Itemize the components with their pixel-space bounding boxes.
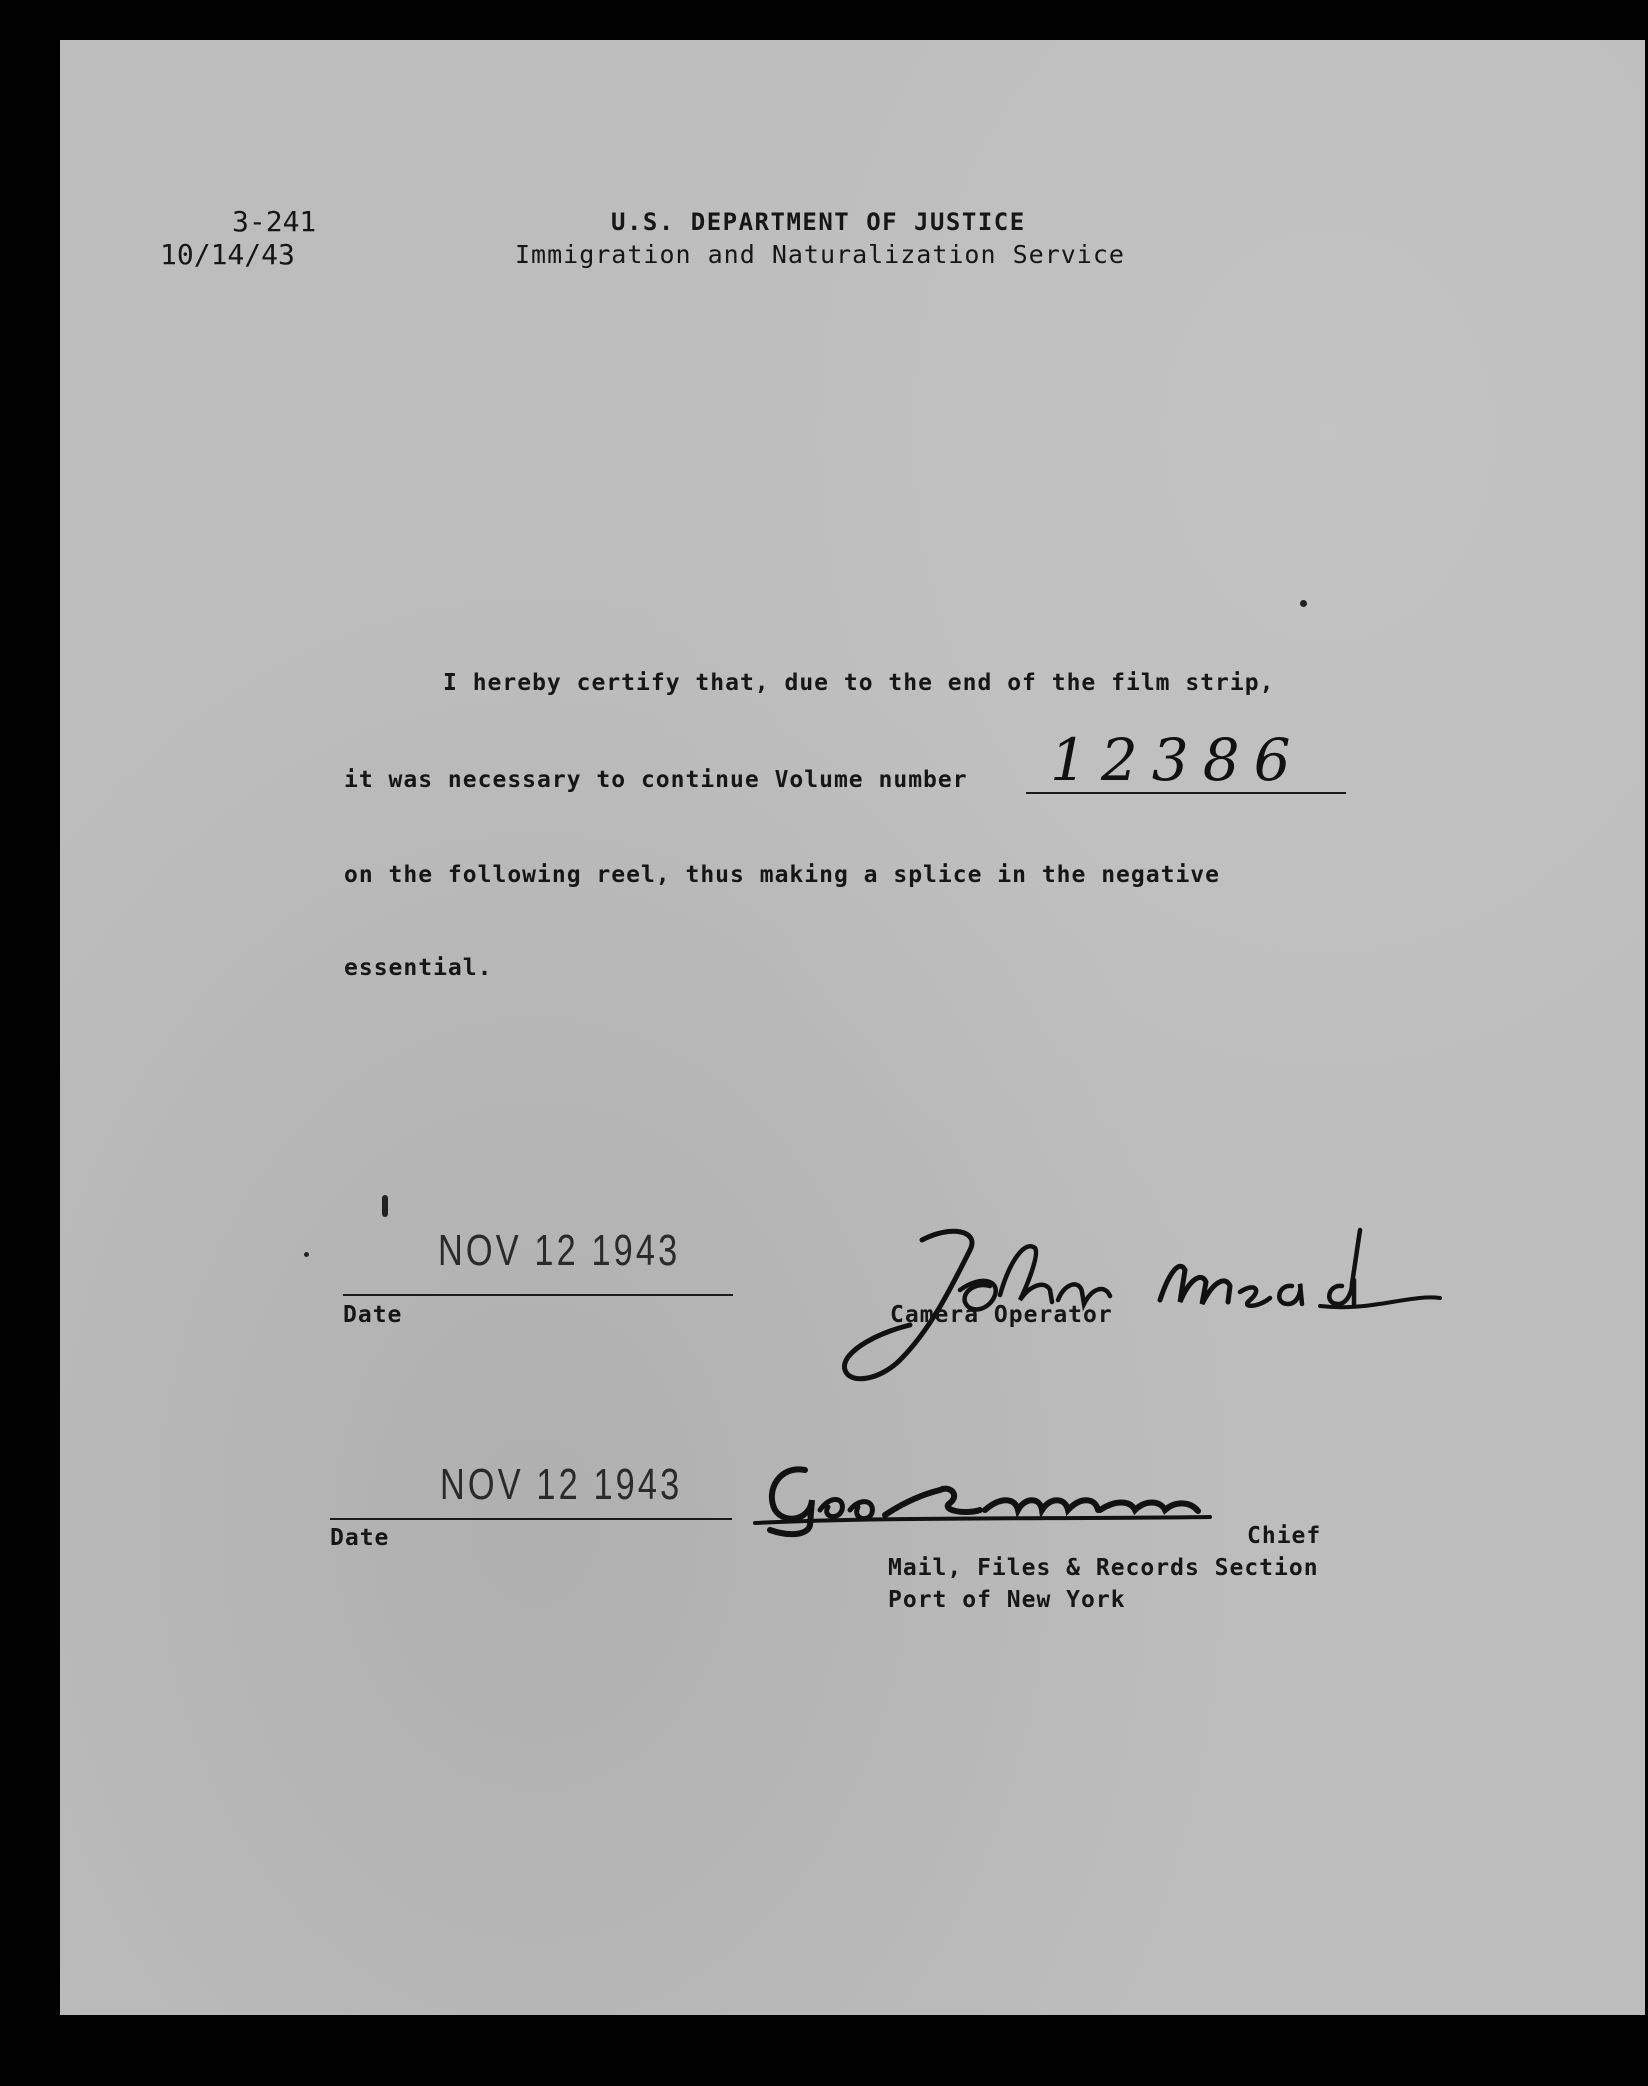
body-line-1: I hereby certify that, due to the end of the film strip,: [443, 670, 1275, 696]
signature-chief: [750, 1455, 1310, 1545]
date-line-2: [330, 1518, 732, 1520]
date-stamp-1: NOV 12 1943: [438, 1226, 681, 1275]
scan-speck: [304, 1252, 309, 1257]
date-stamp-2: NOV 12 1943: [440, 1460, 683, 1509]
date-label-2: Date: [330, 1525, 390, 1551]
chief-title: Chief: [1247, 1523, 1322, 1549]
service-subheading: Immigration and Naturalization Service: [515, 240, 1125, 269]
form-number: 3-241: [232, 205, 317, 238]
document-page: [60, 40, 1645, 2015]
form-date: 10/14/43: [160, 238, 295, 271]
body-line-3: on the following reel, thus making a splice in the negative: [344, 862, 1220, 888]
scan-speck: [382, 1195, 388, 1217]
date-line-1: [343, 1294, 733, 1296]
port-title: Port of New York: [888, 1587, 1126, 1613]
volume-number: 12386: [1050, 726, 1305, 794]
scan-speck: [1300, 600, 1307, 607]
section-title: Mail, Files & Records Section: [888, 1555, 1319, 1581]
department-heading: U.S. DEPARTMENT OF JUSTICE: [611, 208, 1026, 236]
body-line-2: it was necessary to continue Volume number: [344, 767, 968, 793]
camera-operator-title: Camera Operator: [890, 1302, 1113, 1328]
date-label-1: Date: [343, 1302, 403, 1328]
body-line-4: essential.: [344, 955, 493, 981]
